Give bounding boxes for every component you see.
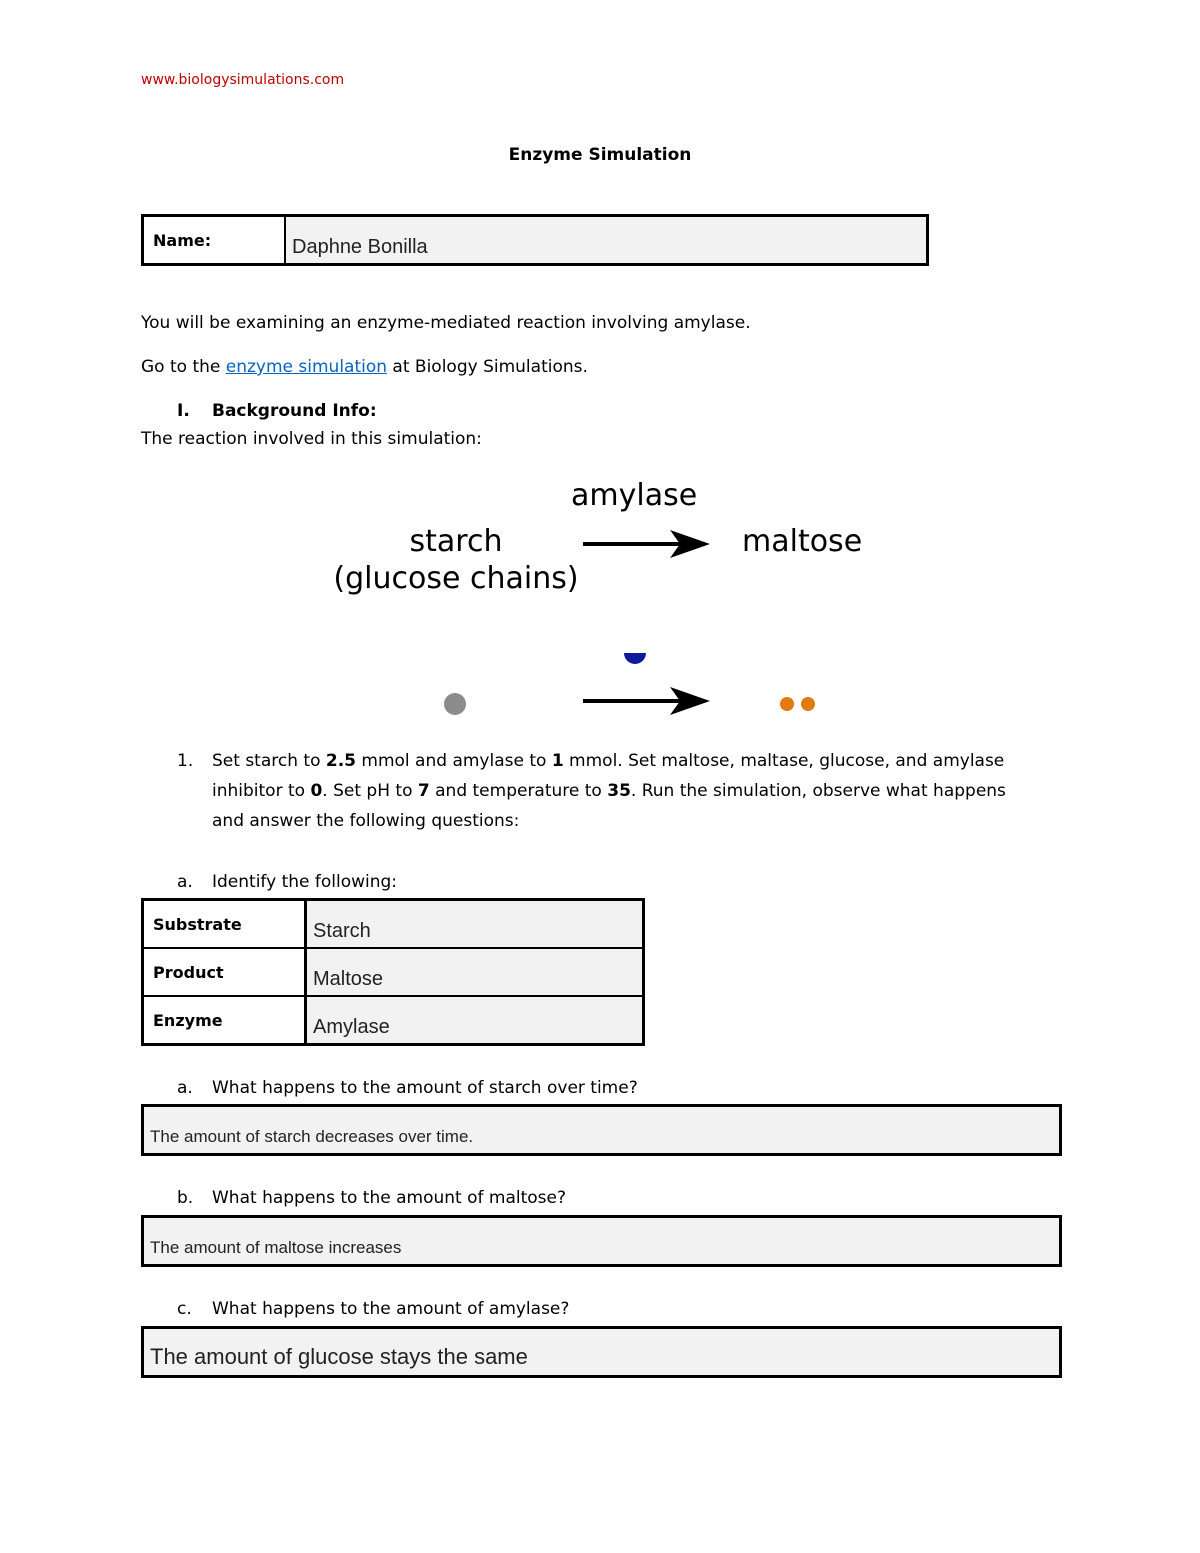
section-heading: Background Info: bbox=[212, 401, 377, 421]
reaction-substrate-detail: (glucose chains) bbox=[333, 561, 579, 596]
reaction-diagram-graphics bbox=[0, 0, 1200, 760]
answer-amylase-input[interactable]: The amount of glucose stays the same bbox=[141, 1326, 1062, 1378]
maltose-molecule-icon bbox=[801, 697, 815, 711]
question-b-prompt: What happens to the amount of maltose? bbox=[212, 1188, 567, 1208]
substrate-input[interactable]: Starch bbox=[313, 920, 371, 942]
amylase-molecule-icon bbox=[624, 653, 646, 664]
identify-prompt: Identify the following: bbox=[212, 872, 398, 892]
intro-line-2-after: at Biology Simulations. bbox=[387, 357, 588, 377]
reaction-arrow-icon bbox=[583, 530, 710, 558]
name-label: Name: bbox=[144, 217, 286, 263]
page-title: Enzyme Simulation bbox=[508, 145, 692, 165]
maltose-molecule-icon bbox=[780, 697, 794, 711]
answer-starch-input[interactable]: The amount of starch decreases over time. bbox=[141, 1104, 1062, 1156]
section-numeral: I. bbox=[177, 401, 190, 421]
identify-table bbox=[141, 898, 645, 1046]
table-row bbox=[144, 949, 642, 997]
intro-line-1: You will be examining an enzyme-mediated reaction involving amylase. bbox=[141, 313, 751, 333]
question-a-prompt: What happens to the amount of starch over time? bbox=[212, 1078, 638, 1098]
question-c-prompt: What happens to the amount of amylase? bbox=[212, 1299, 570, 1319]
reaction-substrate-label: starch bbox=[409, 524, 503, 559]
question-1-line-2: inhibitor to 0. Set pH to 7 and temperature to 35. Run the simulation, observe what happens bbox=[212, 781, 1006, 801]
product-input[interactable]: Maltose bbox=[313, 968, 384, 990]
question-b-letter: b. bbox=[177, 1188, 194, 1208]
reaction-arrow-icon bbox=[583, 687, 710, 715]
table-row bbox=[144, 901, 642, 949]
table-row bbox=[144, 997, 642, 1043]
enzyme-simulation-link[interactable]: enzyme simulation bbox=[225, 357, 388, 377]
question-1-text bbox=[212, 746, 1052, 836]
answer-maltose-input[interactable]: The amount of maltose increases bbox=[141, 1215, 1062, 1267]
question-a-letter: a. bbox=[177, 1078, 193, 1098]
question-1-line-1: Set starch to 2.5 mmol and amylase to 1 mmol. Set maltose, maltase, glucose, and amylase bbox=[212, 751, 1005, 771]
starch-molecule-icon bbox=[444, 693, 466, 715]
identify-letter: a. bbox=[177, 872, 193, 892]
question-1-line-3: and answer the following questions: bbox=[212, 811, 520, 831]
enzyme-input[interactable]: Amylase bbox=[313, 1016, 390, 1038]
site-url[interactable]: www.biologysimulations.com bbox=[141, 72, 345, 88]
section-subtext: The reaction involved in this simulation: bbox=[141, 429, 482, 449]
question-1-number: 1. bbox=[177, 751, 194, 771]
product-label: Product bbox=[144, 949, 307, 995]
enzyme-label: Enzyme bbox=[144, 997, 307, 1043]
name-input[interactable]: Daphne Bonilla bbox=[292, 236, 428, 258]
reaction-enzyme-label: amylase bbox=[571, 478, 698, 513]
question-c-letter: c. bbox=[177, 1299, 192, 1319]
intro-line-2-before: Go to the bbox=[141, 357, 226, 377]
substrate-label: Substrate bbox=[144, 901, 307, 947]
reaction-product-label: maltose bbox=[742, 524, 863, 559]
